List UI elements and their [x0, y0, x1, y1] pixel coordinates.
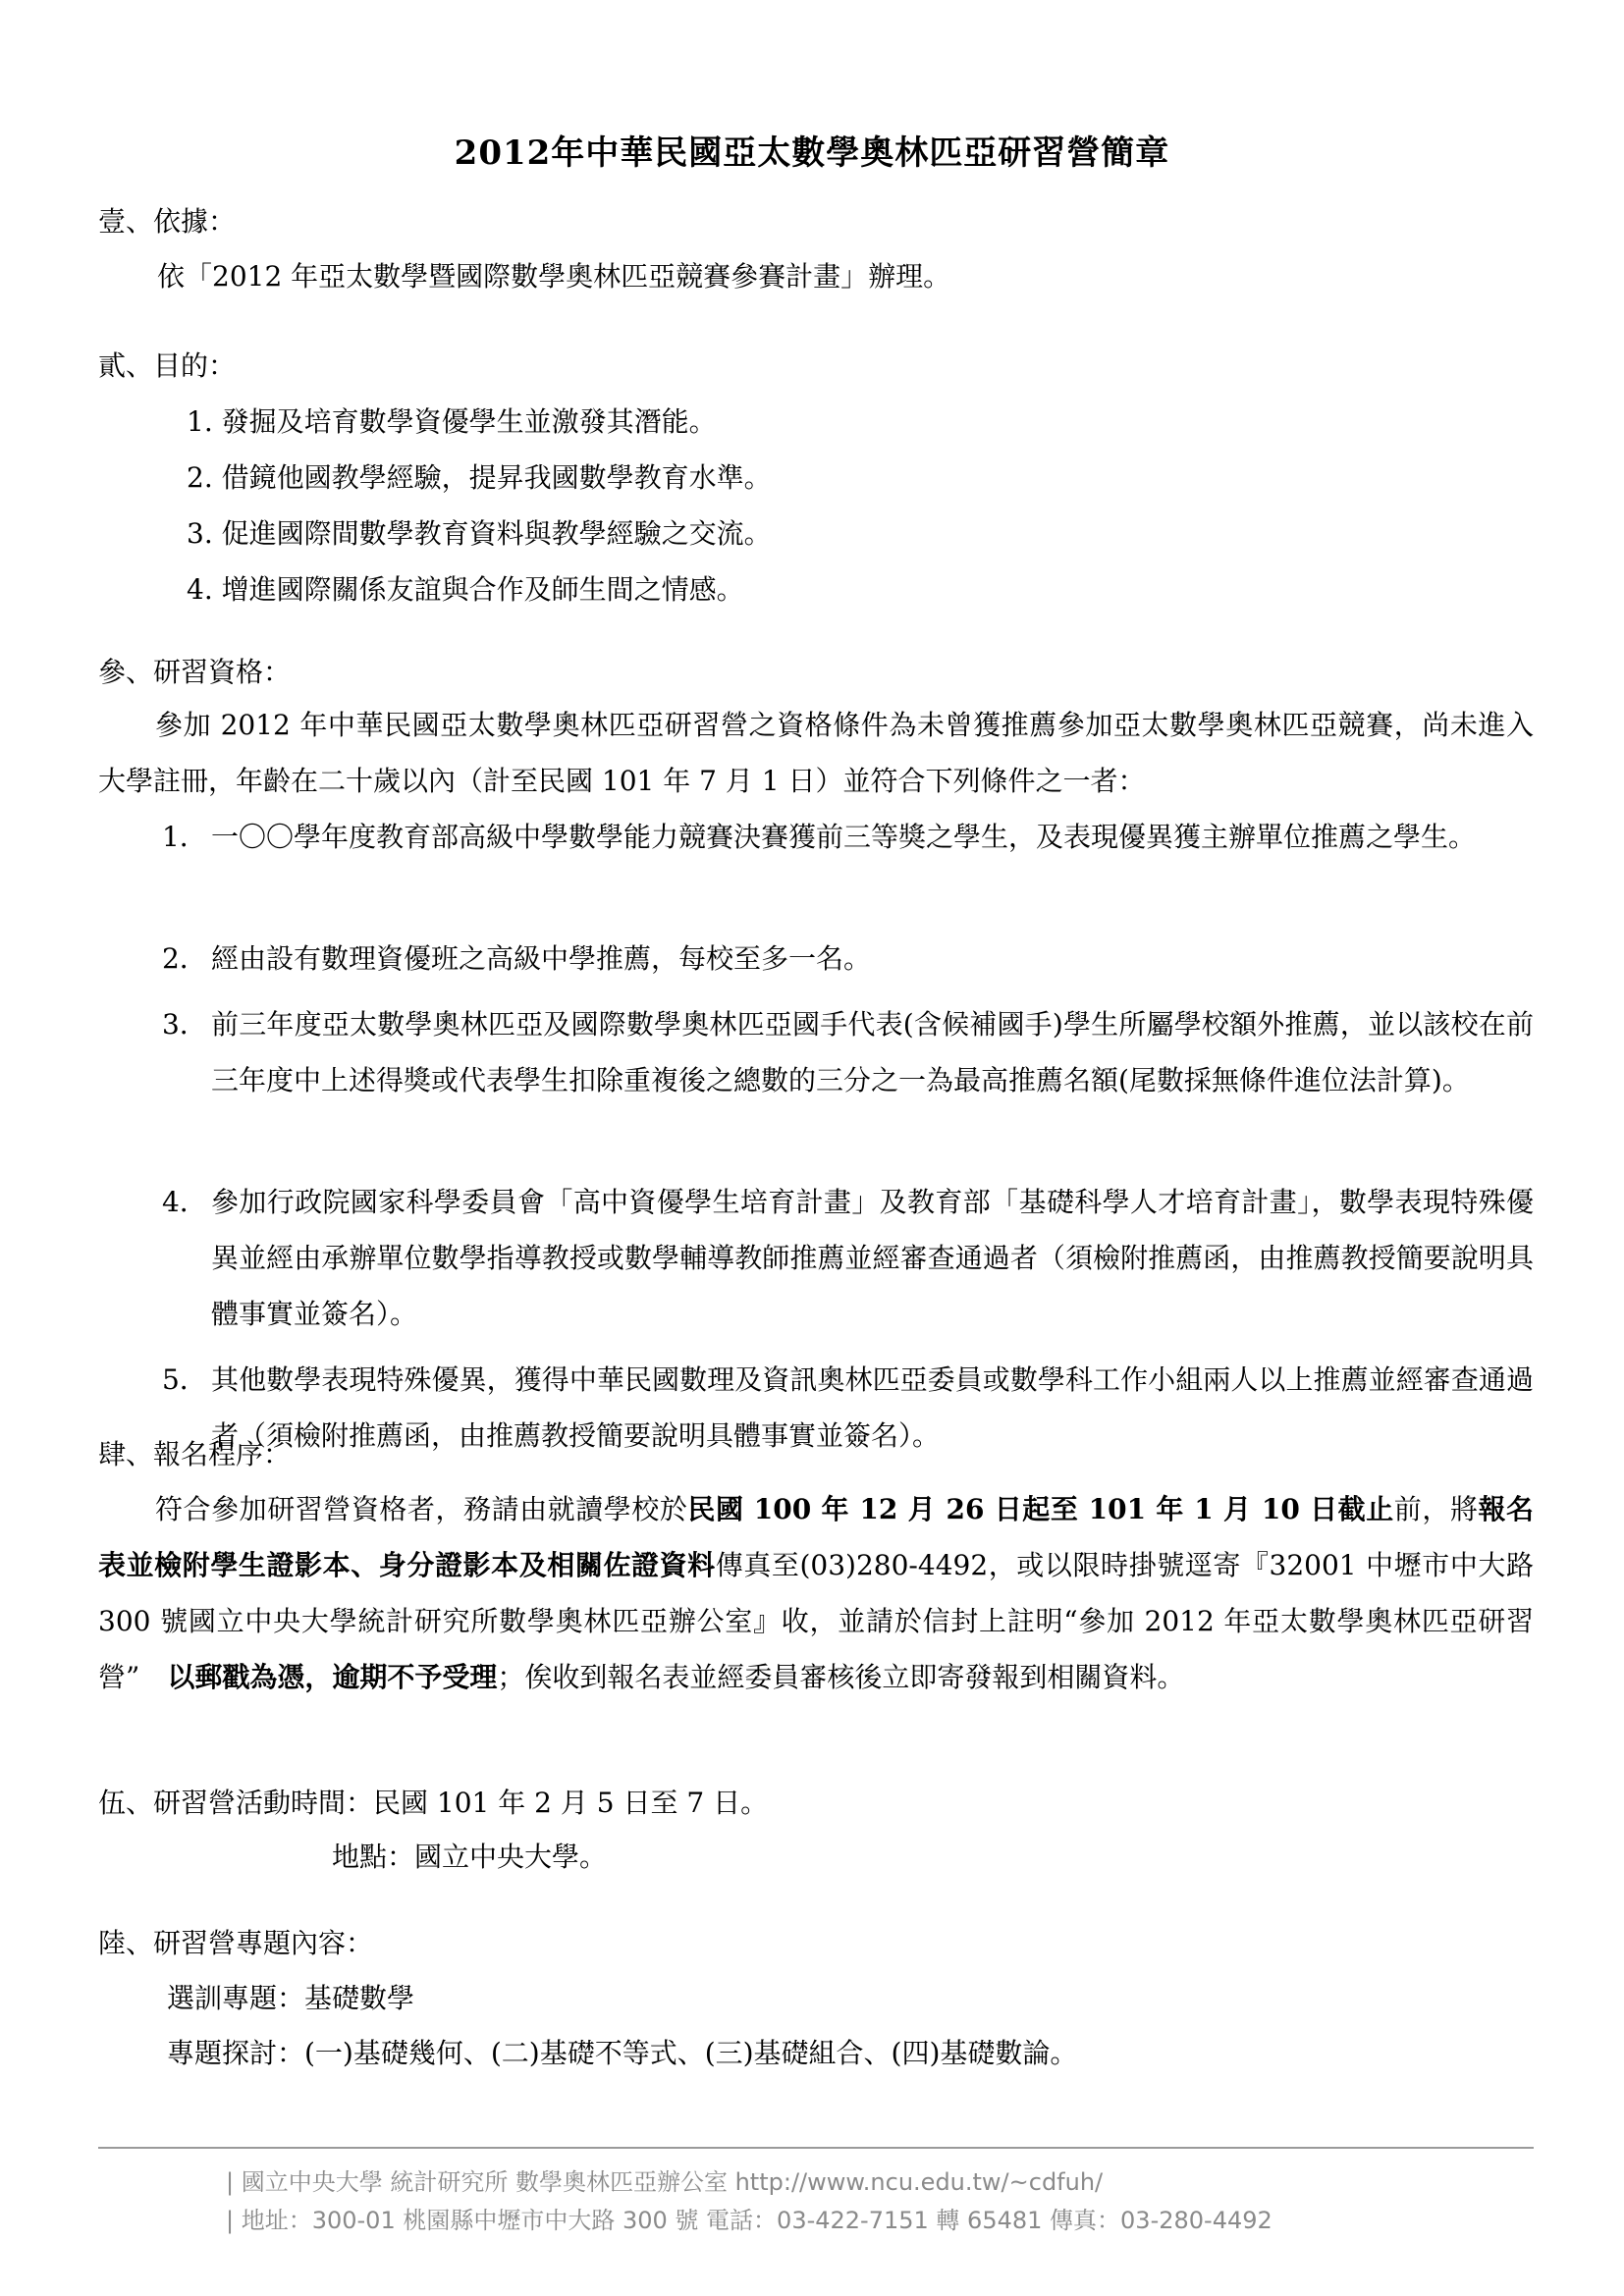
section-5-schedule: 伍、研習營活動時間：民國 101 年 2 月 5 日至 7 日。 — [98, 1787, 769, 1819]
eligibility-item-text: 參加行政院國家科學委員會「高中資優學生培育計畫」及教育部「基礎科學人才培育計畫」，數學表現特殊優異並經由承辦單位數學指導教授或數學輔導教師推薦並經審查通過者（須檢附推薦函，由推薦教授簡要說明具體事實並簽名）。 — [211, 1186, 1534, 1330]
section-1-heading: 壹、依據： — [98, 205, 237, 238]
registration-deadline: 民國 100 年 12 月 26 日起至 101 年 1 月 10 日截止 — [687, 1493, 1394, 1525]
eligibility-item — [162, 809, 1534, 921]
eligibility-item-text: 前三年度亞太數學奧林匹亞及國際數學奧林匹亞國手代表(含候補國手)學生所屬學校額外推薦，並以該校在前三年度中上述得獎或代表學生扣除重複後之總數的三分之一為最高推薦名額(尾數採無條件進位法計算)。 — [211, 1008, 1534, 1096]
eligibility-item — [162, 1174, 1534, 1342]
footer-divider — [98, 2147, 1534, 2149]
eligibility-item — [162, 1352, 1534, 1464]
section-6-topic: 選訓專題：基礎數學 — [167, 1982, 415, 2014]
eligibility-item-number: 2． — [162, 942, 207, 975]
eligibility-item-number: 3． — [162, 1008, 207, 1041]
eligibility-item-text: 其他數學表現特殊優異，獲得中華民國數理及資訊奧林匹亞委員或數學科工作小組兩人以上推薦並經審查通過者（須檢附推薦函，由推薦教授簡要說明具體事實並簽名）。 — [211, 1363, 1534, 1452]
document-title: 2012年中華民國亞太數學奧林匹亞研習營簡章 — [454, 133, 1170, 173]
section-1-text: 依「2012 年亞太數學暨國際數學奧林匹亞競賽參賽計畫」辦理。 — [157, 260, 951, 293]
eligibility-item-text: 經由設有數理資優班之高級中學推薦，每校至多一名。 — [211, 942, 872, 975]
purpose-item: 2. 借鏡他國教學經驗，提昇我國數學教育水準。 — [187, 461, 772, 494]
eligibility-item — [162, 931, 1534, 987]
eligibility-item-number: 4． — [162, 1186, 207, 1218]
registration-text: ；俟收到報名表並經委員審核後立即寄發報到相關資料。 — [497, 1661, 1185, 1693]
eligibility-item-number: 1． — [162, 821, 207, 853]
section-5-location: 地點：國立中央大學。 — [332, 1841, 608, 1873]
eligibility-list — [162, 809, 1534, 1464]
registration-text: 前，將 — [1393, 1493, 1479, 1525]
section-4-heading: 肆、報名程序： — [98, 1438, 292, 1470]
registration-paragraph — [98, 1481, 1534, 1705]
section-6-heading: 陸、研習營專題內容： — [98, 1927, 374, 1959]
registration-text: 傳真至(03)280-4492，或以限時掛號逕寄『32001 中壢市中大路 300 號國立中央大學統計研究所數學奧林匹亞辦公室』收，並請於信封上註明“參加 2012 年亞太數學奧林匹亞研習營” — [98, 1549, 1534, 1693]
eligibility-item-number: 5． — [162, 1363, 207, 1396]
eligibility-item-text: 一〇〇學年度教育部高級中學數學能力競賽決賽獲前三等獎之學生，及表現優異獲主辦單位推薦之學生。 — [211, 821, 1477, 853]
eligibility-intro: 參加 2012 年中華民國亞太數學奧林匹亞研習營之資格條件為未曾獲推薦參加亞太數學奧林匹亞競賽，尚未進入大學註冊，年齡在二十歲以內（計至民國 101 年 7 月 1 日）並符合下列條件之一者： — [98, 709, 1534, 797]
purpose-item: 3. 促進國際間數學教育資料與教學經驗之交流。 — [187, 517, 772, 550]
purpose-item: 4. 增進國際關係友誼與合作及師生間之情感。 — [187, 573, 744, 606]
eligibility-item — [162, 996, 1534, 1164]
section-6-subtopics: 專題探討：(一)基礎幾何、(二)基礎不等式、(三)基礎組合、(四)基礎數論。 — [167, 2037, 1078, 2069]
registration-postmark-note: 以郵戳為憑，逾期不予受理 — [167, 1661, 498, 1693]
footer-address-line: | 地址：300-01 桃園縣中壢市中大路 300 號 電話：03-422-7151 轉 65481 傳真：03-280-4492 — [226, 2207, 1272, 2234]
section-3-heading: 參、研習資格： — [98, 656, 292, 688]
registration-documents: 報名表並檢附學生證影本、身分證影本及相關佐證資料 — [98, 1493, 1534, 1581]
footer-office-line: | 國立中央大學 統計研究所 數學奧林匹亞辦公室 http://www.ncu.edu.tw/~cdfuh/ — [226, 2168, 1104, 2196]
purpose-item: 1. 發掘及培育數學資優學生並激發其潛能。 — [187, 405, 717, 438]
registration-text: 符合參加研習營資格者，務請由就讀學校於 — [155, 1493, 688, 1525]
section-2-heading: 貳、目的： — [98, 349, 237, 382]
